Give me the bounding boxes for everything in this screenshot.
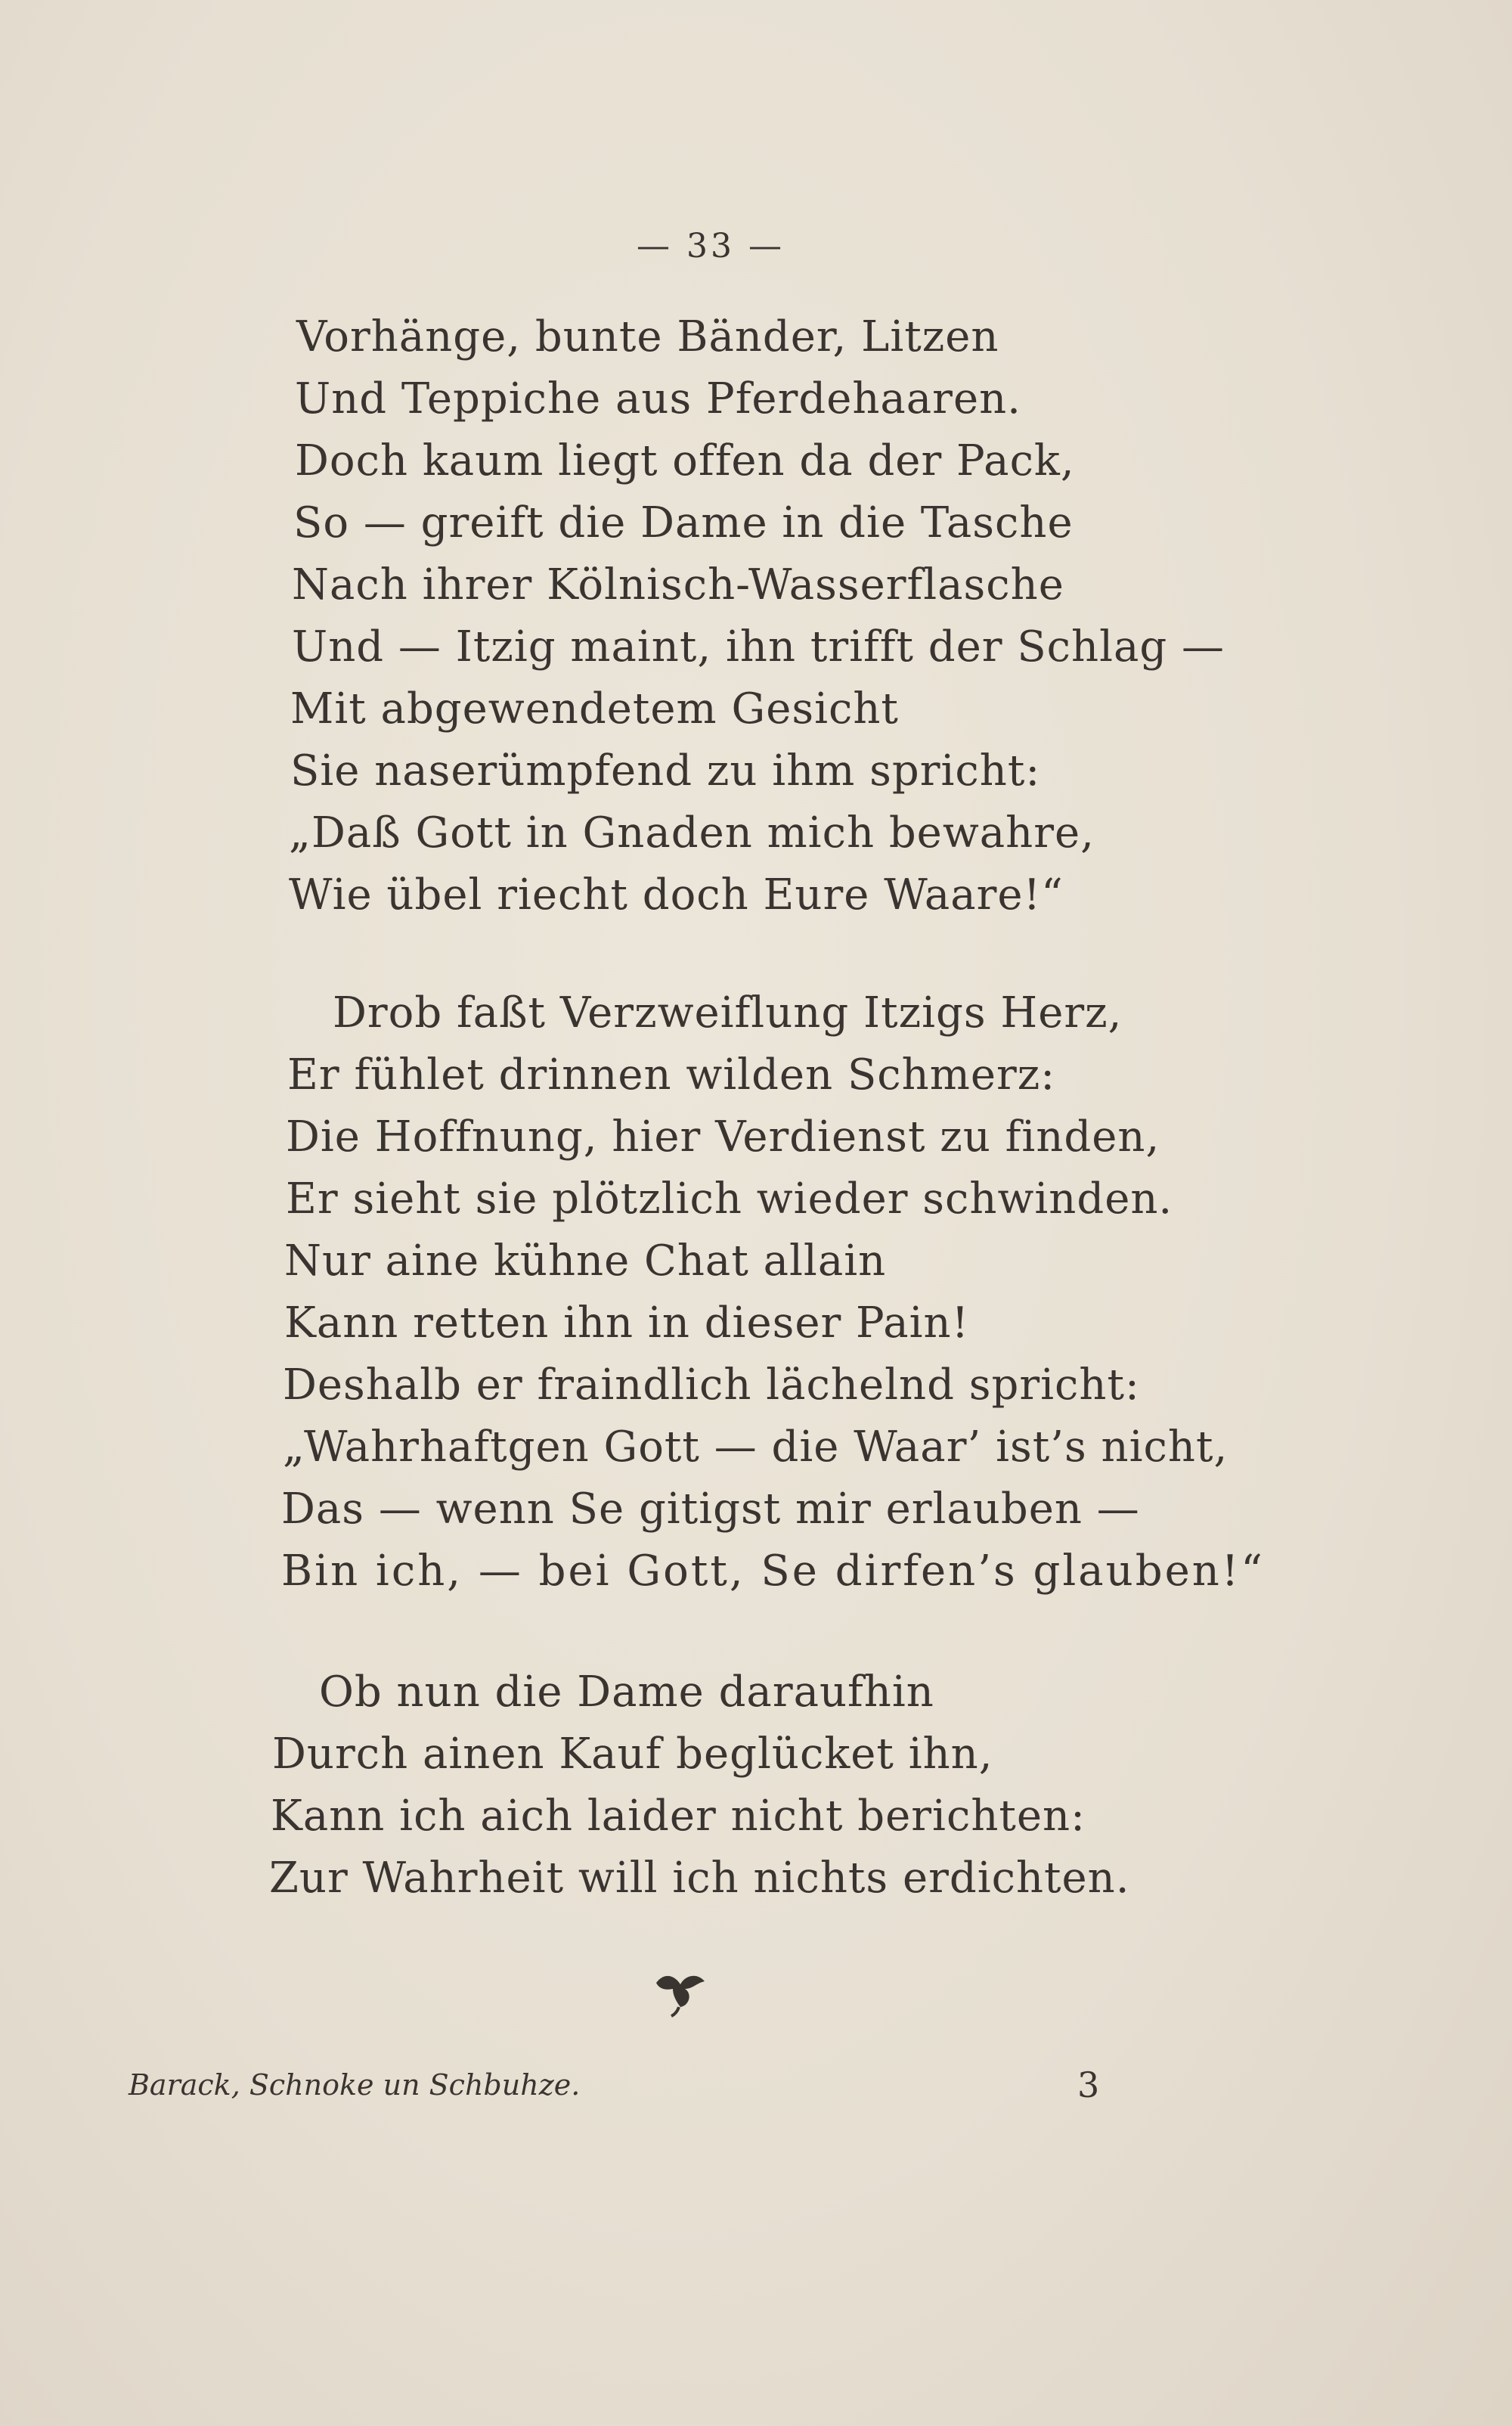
verse-line: Durch ainen Kauf beglücket ihn, — [272, 1730, 993, 1779]
verse-line: Sie naserümpfend zu ihm spricht: — [290, 746, 1041, 796]
verse-line: Nur aine kühne Chat allain — [284, 1236, 887, 1286]
verse-line: Drob faßt Verzweiflung Itzigs Herz, — [333, 988, 1123, 1038]
verse-line: Zur Wahrheit will ich nichts erdichten. — [269, 1854, 1130, 1903]
verse-line: Und Teppiche aus Pferdehaaren. — [295, 374, 1021, 423]
verse-line: Die Hoffnung, hier Verdienst zu finden, — [286, 1112, 1160, 1162]
footer-book-title: Barack, Schnoke un Schbuhze. — [129, 2068, 581, 2102]
verse-line: Bin ich, — bei Gott, Se dirfen’s glauben!“ — [281, 1546, 1265, 1596]
verse-line: Vorhänge, bunte Bänder, Litzen — [296, 312, 999, 361]
verse-line: Kann retten ihn in dieser Pain! — [284, 1298, 970, 1348]
page-number: — 33 — — [637, 227, 785, 265]
verse-line: „Wahrhaftgen Gott — die Waar’ ist’s nicht, — [283, 1422, 1228, 1472]
verse-line: Das — wenn Se gitigst mir erlauben — — [281, 1484, 1140, 1534]
verse-line: Er sieht sie plötzlich wieder schwinden. — [286, 1174, 1173, 1224]
verse-line: Und — Itzig maint, ihn trifft der Schlag — — [292, 622, 1225, 672]
verse-line: Er fühlet drinnen wilden Schmerz: — [287, 1050, 1056, 1100]
verse-line: So — greift die Dame in die Tasche — [293, 498, 1074, 548]
flower-ornament-icon — [650, 1966, 711, 2019]
verse-line: Mit abgewendetem Gesicht — [290, 684, 899, 734]
verse-line: „Daß Gott in Gnaden mich bewahre, — [289, 808, 1095, 858]
verse-line: Wie übel riecht doch Eure Waare!“ — [289, 870, 1064, 920]
verse-line: Ob nun die Dame daraufhin — [319, 1667, 934, 1717]
signature-mark: 3 — [1077, 2065, 1100, 2105]
verse-line: Deshalb er fraindlich lächelnd spricht: — [283, 1360, 1140, 1410]
verse-line: Doch kaum liegt offen da der Pack, — [295, 436, 1075, 486]
verse-line: Kann ich aich laider nicht berichten: — [271, 1792, 1086, 1841]
verse-line: Nach ihrer Kölnisch-Wasserflasche — [292, 560, 1064, 610]
